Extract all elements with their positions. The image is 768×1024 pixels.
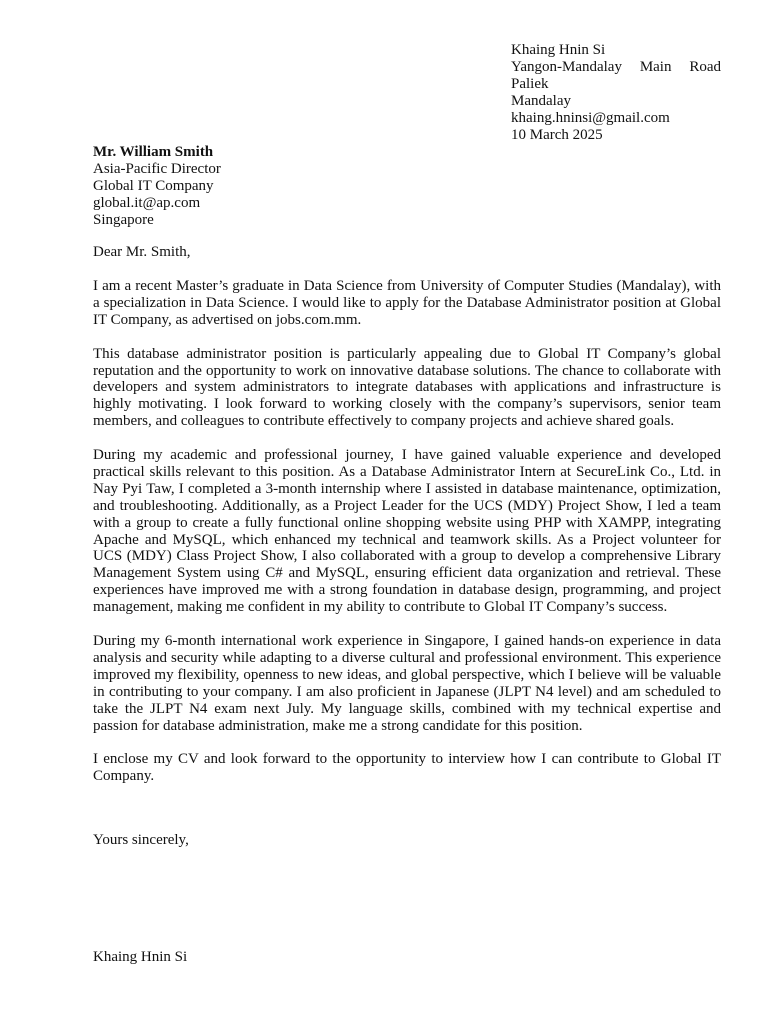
recipient-block [93,144,493,229]
body-paragraph-intro: I am a recent Master’s graduate in Data Science from University of Computer Studies (Mandalay), with a specialization in Data Science. I would like to apply for the Database Administrator position at Global IT Company, as advertised on jobs.com.mm. [93,278,721,328]
closing: Yours sincerely, [93,832,189,848]
letter-date: 10 March 2025 [511,126,603,143]
body-paragraph-experience: During my academic and professional journey, I have gained valuable experience and developed practical skills relevant to this position. As a Database Administrator Intern at SecureLink Co., Ltd. in Nay Pyi Taw, I completed a 3-month internship where I assisted in database maintenance, optimization, and troubleshooting. Additionally, as a Project Leader for the UCS (MDY) Project Show, I led a team with a group to create a fully functional online shopping website using PHP with XAMPP, integrating Apache and MySQL, which enhanced my technical and teamwork skills. As a Project volunteer for UCS (MDY) Class Project Show, I also collaborated with a group to develop a comprehensive Library Management System using C# and MySQL, ensuring efficient data organization and retrieval. These experiences have improved me with a strong foundation in database design, programming, and project management, making me confident in my ability to contribute to Global IT Company’s success. [93,447,721,616]
signature-name: Khaing Hnin Si [93,949,188,965]
body-paragraph-enclosure: I enclose my CV and look forward to the opportunity to interview how I can contribute to Global IT Company. [93,751,721,785]
sender-block [511,42,721,143]
recipient-name: Mr. William Smith [93,144,214,160]
body-paragraph-international: During my 6-month international work experience in Singapore, I gained hands-on experience in data analysis and security while adapting to a diverse cultural and professional environment. This experience improved my flexibility, openness to new ideas, and global perspective, which I believe will be valuable in contributing to your company. I am also proficient in Japanese (JLPT N4 level) and am scheduled to take the JLPT N4 exam next July. My language skills, combined with my technical expertise and passion for database administration, make me a strong candidate for this position. [93,632,721,734]
sender-address-line1: Yangon-Mandalay Main Road [511,58,721,75]
sender-city: Mandalay [511,92,571,109]
recipient-company: Global IT Company [93,177,214,194]
recipient-country: Singapore [93,211,154,228]
recipient-email: global.it@ap.com [93,194,201,211]
salutation: Dear Mr. Smith, [93,244,191,260]
letter-body [93,278,721,802]
recipient-title: Asia-Pacific Director [93,160,221,177]
sender-address-line2: Paliek [511,75,549,92]
sender-name: Khaing Hnin Si [511,42,606,58]
body-paragraph-motivation: This database administrator position is particularly appealing due to Global IT Company’s global reputation and the opportunity to work on innovative database solutions. The chance to collaborate with developers and system administrators to integrate databases with applications and infrastructure is highly motivating. I look forward to working closely with the company’s supervisors, senior team members, and colleagues to contribute effectively to company projects and achieve shared goals. [93,345,721,430]
sender-email: khaing.hninsi@gmail.com [511,109,670,126]
